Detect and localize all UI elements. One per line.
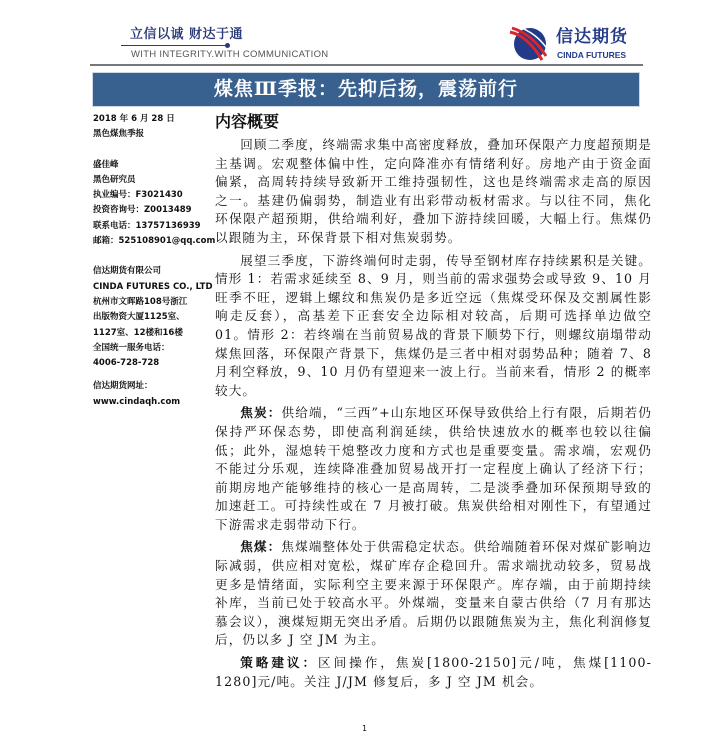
license-number: 执业编号：F3021430	[93, 190, 183, 201]
section-heading: 内容概要	[215, 112, 280, 131]
hotline-label: 全国统一服务电话：	[93, 342, 170, 353]
hotline: 4006-728-728	[93, 358, 160, 369]
coke-label: 焦炭：	[240, 405, 282, 421]
analyst-role: 黑色研究员	[93, 174, 136, 185]
coke-text: 供给端，“三西”+山东地区环保导致供给上行有限，后期若仍保持严环保态势，即使高利润延续，供给快速放水的概率也较以往偏低；此外，湿熄转干熄整改力度和方式也是重要变量。需求端，宏观仍不能过分乐观，连续降准叠加贸易战开打一定程度上确认了经济下行；前期房地产能够维持的核心一是高周转，二是淡季叠加环保预期导致的加速赶工。可持续性或在 7 月被打破。焦炭供给相对刚性下，有望通过下游需求走弱带动下行。	[215, 405, 652, 532]
analyst-name: 盛佳峰	[93, 159, 119, 170]
logo-text-cn: 信达期货	[556, 27, 628, 47]
tagline-underline	[121, 45, 227, 46]
phone: 联系电话：13757136939	[93, 220, 201, 231]
paragraph-coke	[215, 404, 652, 534]
tagline-cn: 立信以诚 财达于通	[130, 27, 244, 42]
report-date: 2018 年 6 月 28 日	[93, 114, 175, 124]
tagline-dot	[225, 43, 230, 48]
paragraph-strategy	[215, 654, 652, 691]
logo-text-en: CINDA FUTURES	[557, 50, 627, 60]
tagline-en: WITH INTEGRITY.WITH COMMUNICATION	[131, 49, 329, 60]
strategy-text: 区间操作，焦炭[1800-2150]元/吨，焦煤[1100-1280]元/吨。关注 J/JM 修复后，多 J 空 JM 机会。	[215, 655, 652, 689]
paragraph-review: 回顾二季度，终端需求集中高密度释放，叠加环保限产力度超预期是主基调。宏观整体偏中性，定向降准亦有情绪利好。房地产由于资金面偏紧，高周转持续导致新开工维持强韧性，这也是终端需求走高的原因之一。基建仍偏弱势，制造业有出彩带动板材需求。与以往不同，焦化环保限产超预期，供给端利好，叠加下游持续回暖，大幅上行。焦煤仍以跟随为主，环保背景下相对焦炭弱势。	[215, 137, 652, 245]
strategy-label: 策略建议：	[240, 655, 319, 671]
header-divider	[90, 64, 643, 66]
consult-number: 投资咨询号：Z0013489	[93, 205, 192, 216]
summary-section	[215, 112, 652, 695]
report-title: 煤焦Ⅲ季报：先抑后扬，震荡前行	[92, 72, 640, 107]
website-label: 信达期货网址：	[93, 381, 153, 392]
report-type: 黑色煤焦季报	[93, 129, 145, 140]
page-number: 1	[362, 724, 368, 733]
company-en: CINDA FUTURES CO., LTD	[93, 281, 213, 292]
coking-coal-label: 焦煤：	[240, 539, 282, 555]
website-link[interactable]: www.cindaqh.com	[93, 396, 181, 407]
paragraph-coking-coal	[215, 538, 652, 650]
company-cn: 信达期货有限公司	[93, 266, 162, 277]
address-line: 杭州市文晖路108号浙江	[93, 296, 188, 307]
sidebar-info	[93, 112, 216, 410]
address-line: 1127室、12楼和16楼	[93, 327, 183, 338]
address-line: 出版物资大厦1125室、	[93, 312, 185, 323]
cinda-logo-icon	[508, 26, 548, 62]
coking-coal-text: 焦煤端整体处于供需稳定状态。供给端随着环保对煤矿影响边际减弱，供应相对宽松，煤矿库存企稳回升。需求端扰动较多，贸易战更多是情绪面，实际利空主要来源于环保限产。库存端，由于前期持续补库，当前已处于较高水平。外煤端，变量来自蒙古供给（7 月有那达慕会议），澳煤短期无突出矛盾。后期仍以跟随焦炭为主，焦化利润修复后，仍以多 J 空 JM 为主。	[215, 539, 652, 648]
email: 邮箱：525108901@qq.com	[93, 236, 216, 247]
paragraph-outlook: 展望三季度，下游终端何时走弱，传导至钢材库存持续累积是关键。情形 1：若需求延续至 8、9 月，则当前的需求强势会或导致 9、10 月旺季不旺，逻辑上螺纹和焦炭仍是多近空远（焦煤受环保及交割属性影响走反套），高基差下正套安全边际相对较高，后期可选择单边做空 01。情形 2：若终端在当前贸易战的背景下顺势下行，则螺纹崩塌带动煤焦回落，环保限产背景下，焦煤仍是三者中相对弱势品种；随着 7、8 月利空释放，9、10 月仍有望迎来一波上行。当前来看，情形 2 的概率较大。	[215, 252, 652, 398]
